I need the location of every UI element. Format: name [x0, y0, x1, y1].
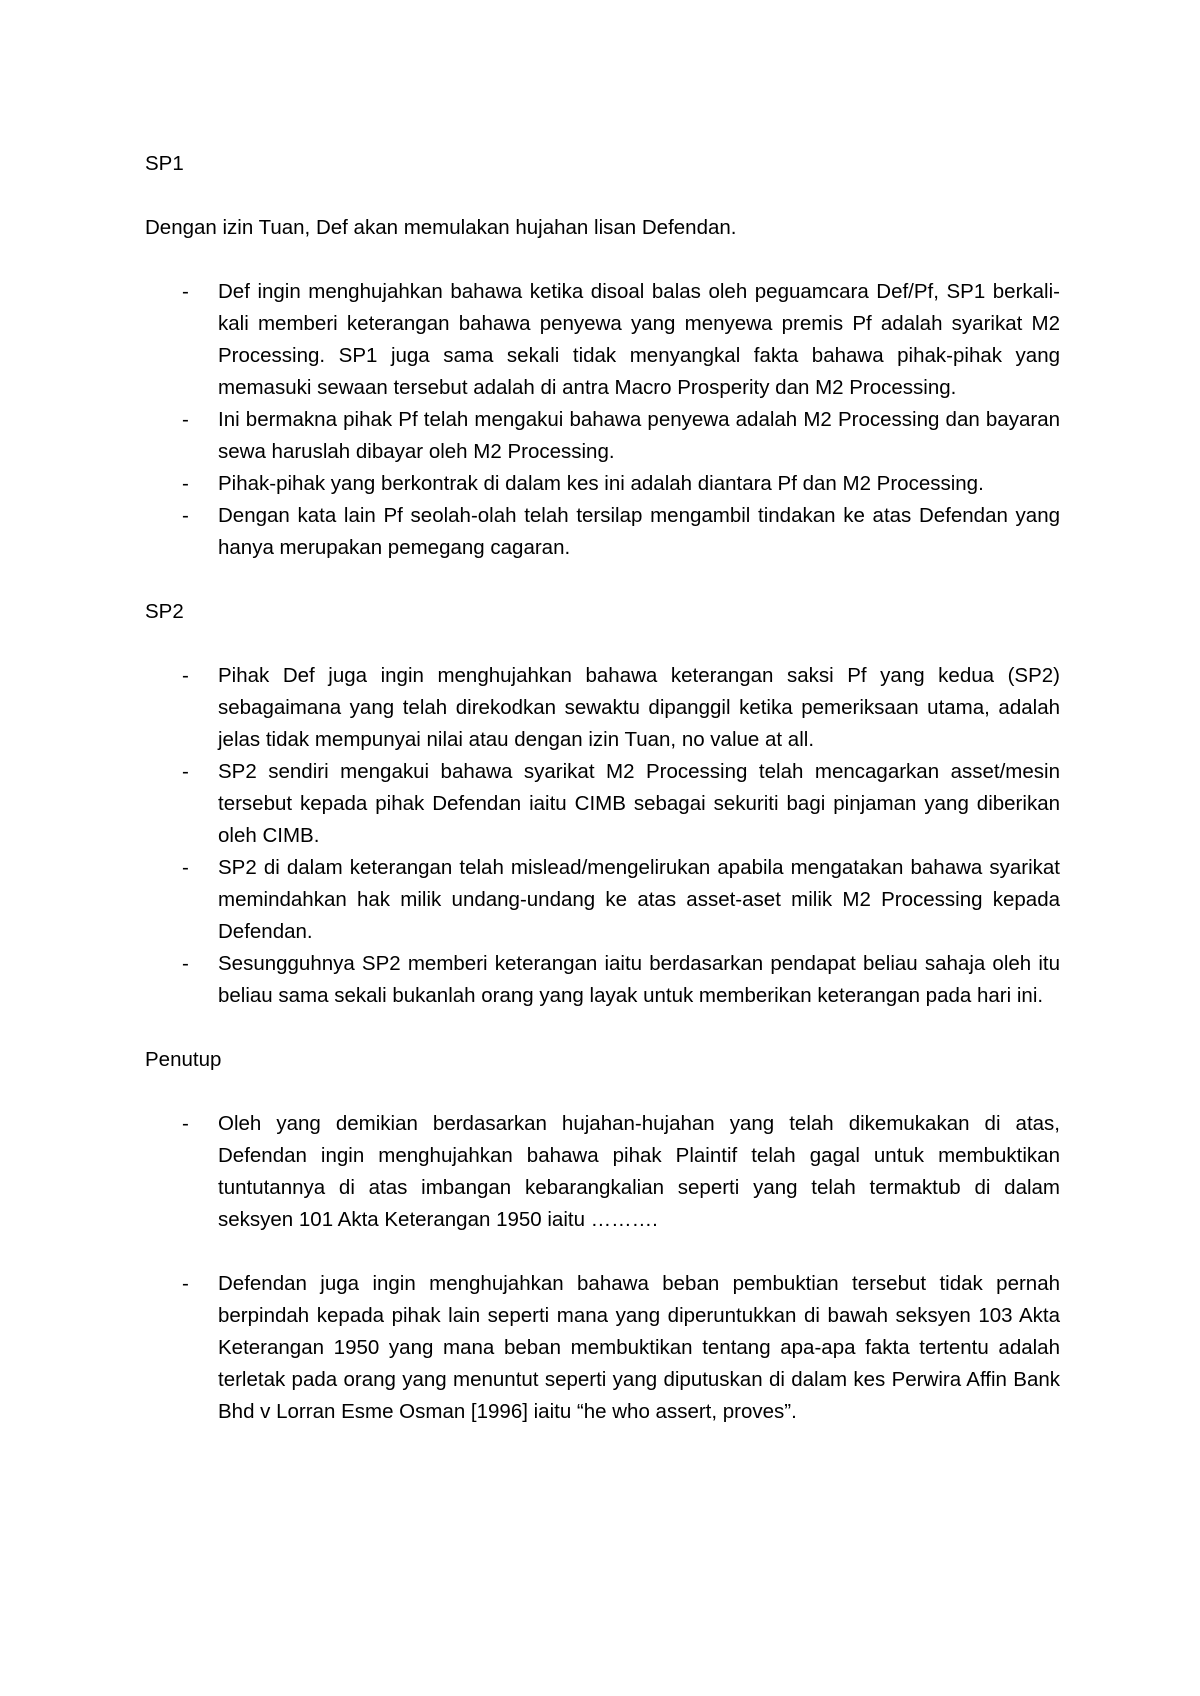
list-item: - Pihak-pihak yang berkontrak di dalam kes ini adalah diantara Pf dan M2 Processing.	[145, 468, 1060, 500]
list-item: - Defendan juga ingin menghujahkan bahawa beban pembuktian tersebut tidak pernah berpindah kepada pihak lain seperti mana yang diperuntukkan di bawah seksyen 103 Akta Keterangan 1950 yang mana beban membuktikan tentang apa-apa fakta tertentu adalah terletak pada orang yang menuntut seperti yang diputuskan di dalam kes Perwira Affin Bank Bhd v Lorran Esme Osman [1996] iaitu “he who assert, proves”.	[145, 1268, 1060, 1428]
list-item: - Ini bermakna pihak Pf telah mengakui bahawa penyewa adalah M2 Processing dan bayaran sewa haruslah dibayar oleh M2 Processing.	[145, 404, 1060, 468]
dash-marker: -	[182, 1112, 189, 1135]
sp1-bullet-list	[145, 276, 1060, 564]
dash-marker: -	[182, 472, 189, 495]
dash-marker: -	[182, 280, 189, 303]
dash-marker: -	[182, 952, 189, 975]
intro-paragraph: Dengan izin Tuan, Def akan memulakan hujahan lisan Defendan.	[145, 216, 737, 239]
dash-marker: -	[182, 408, 189, 431]
document-body	[145, 148, 1060, 1428]
section-heading-penutup: Penutup	[145, 1048, 222, 1071]
list-item: - Sesungguhnya SP2 memberi keterangan iaitu berdasarkan pendapat beliau sahaja oleh itu beliau sama sekali bukanlah orang yang layak untuk memberikan keterangan pada hari ini.	[145, 948, 1060, 1012]
list-item: - Def ingin menghujahkan bahawa ketika disoal balas oleh peguamcara Def/Pf, SP1 berkali-kali memberi keterangan bahawa penyewa yang menyewa premis Pf adalah syarikat M2 Processing. SP1 juga sama sekali tidak menyangkal fakta bahawa pihak-pihak yang memasuki sewaan tersebut adalah di antra Macro Prosperity dan M2 Processing.	[145, 276, 1060, 404]
dash-marker: -	[182, 664, 189, 687]
list-item: - Dengan kata lain Pf seolah-olah telah tersilap mengambil tindakan ke atas Defendan yang hanya merupakan pemegang cagaran.	[145, 500, 1060, 564]
list-item: - Pihak Def juga ingin menghujahkan bahawa keterangan saksi Pf yang kedua (SP2) sebagaimana yang telah direkodkan sewaktu dipanggil ketika pemeriksaan utama, adalah jelas tidak mempunyai nilai atau dengan izin Tuan, no value at all.	[145, 660, 1060, 756]
dash-marker: -	[182, 504, 189, 527]
section-heading-sp1: SP1	[145, 152, 184, 175]
list-item: - Oleh yang demikian berdasarkan hujahan-hujahan yang telah dikemukakan di atas, Defendan ingin menghujahkan bahawa pihak Plaintif telah gagal untuk membuktikan tuntutannya di atas imbangan kebarangkalian seperti yang telah termaktub di dalam seksyen 101 Akta Keterangan 1950 iaitu ……….	[145, 1108, 1060, 1236]
dash-marker: -	[182, 1272, 189, 1295]
list-item: - SP2 sendiri mengakui bahawa syarikat M2 Processing telah mencagarkan asset/mesin tersebut kepada pihak Defendan iaitu CIMB sebagai sekuriti bagi pinjaman yang diberikan oleh CIMB.	[145, 756, 1060, 852]
list-item: - SP2 di dalam keterangan telah mislead/mengelirukan apabila mengatakan bahawa syarikat memindahkan hak milik undang-undang ke atas asset-aset milik M2 Processing kepada Defendan.	[145, 852, 1060, 948]
dash-marker: -	[182, 856, 189, 879]
penutup-bullet-list	[145, 1108, 1060, 1428]
sp2-bullet-list	[145, 660, 1060, 1012]
dash-marker: -	[182, 760, 189, 783]
section-heading-sp2: SP2	[145, 600, 184, 623]
